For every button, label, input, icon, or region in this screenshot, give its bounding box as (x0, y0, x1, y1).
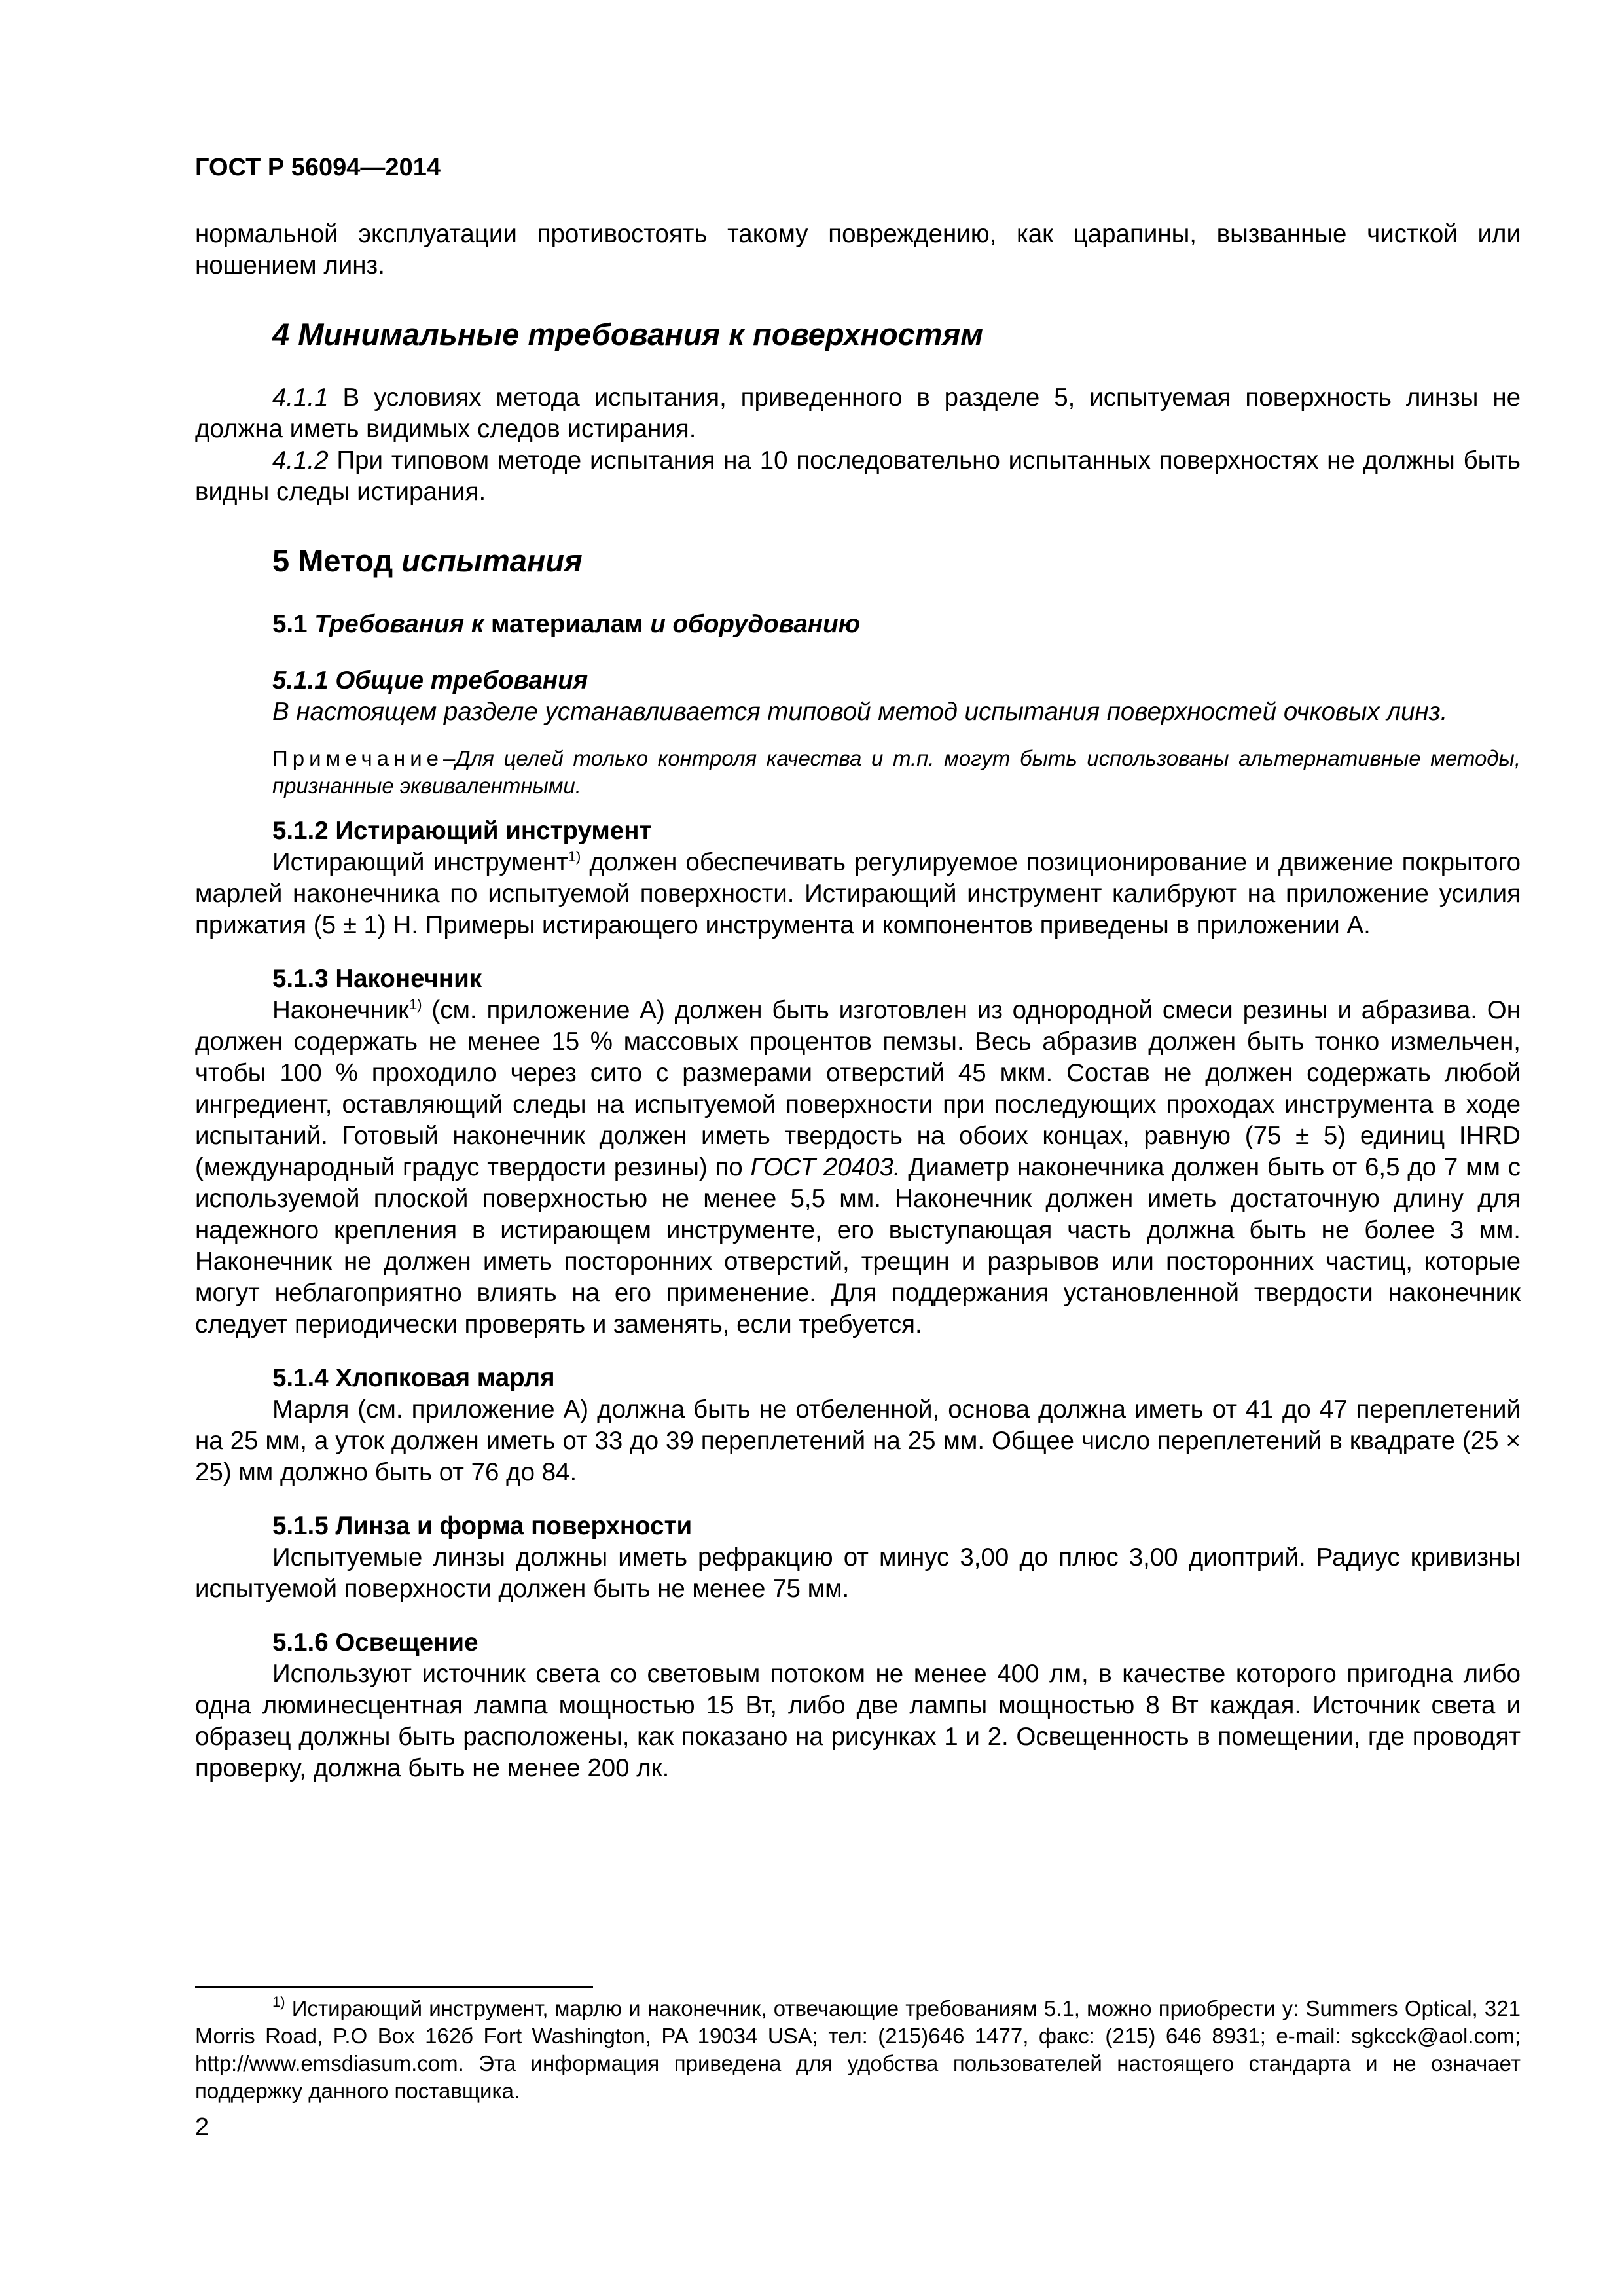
subsection-5-1-4-text: Марля (см. приложение А) должна быть не отбеленной, основа должна иметь от 41 до 47 переплетений на 25 мм, а уток должен иметь от 33 до 39 переплетений на 25 мм. Общее число переплетений в квадрате (25 × 25) мм должно быть от 76 до 84. (195, 1395, 1521, 1486)
section-5-heading (195, 542, 1521, 580)
subsection-5-1-1-title: 5.1.1 Общие требования (272, 666, 588, 694)
subsection-5-1-5-heading: 5.1.5 Линза и форма поверхности (272, 1512, 693, 1540)
footnote-marker: 1) (272, 1994, 285, 2010)
section-4-heading (195, 315, 1521, 353)
clause-4-1-2-text: При типовом методе испытания на 10 последовательно испытанных поверхностях не должны быть видны следы истирания. (195, 446, 1521, 506)
subsection-5-1-number: 5.1 (272, 610, 315, 638)
footnote-separator (195, 1986, 593, 1988)
clause-4-1-1 (195, 382, 1521, 445)
subsection-5-1-5-text: Испытуемые линзы должны иметь рефракцию от минус 3,00 до плюс 3,00 диоптрий. Радиус кривизны испытуемой поверхности должен быть не менее 75 мм. (195, 1543, 1521, 1603)
gost-reference: ГОСТ 20403. (750, 1153, 901, 1181)
note-paragraph (195, 745, 1521, 800)
clause-4-1-1-number: 4.1.1 (272, 384, 329, 412)
subsection-5-1-title-part2: материалам (484, 610, 651, 638)
intro-paragraph: нормальной эксплуатации противостоять такому повреждению, как царапины, вызванные чисткой или ношением линз. (195, 220, 1521, 279)
subsection-5-1-3-text (195, 995, 1521, 1340)
subsection-5-1-2-text (195, 847, 1521, 941)
subsection-5-1-4-heading: 5.1.4 Хлопковая марля (272, 1364, 555, 1392)
footnote-text: Истирающий инструмент, марлю и наконечник, отвечающие требованиям 5.1, можно приобрести у: Summers Optical, 321 Morris Road, P.O Box 162б Fort Washington, PA 19034 USA; тел: (215)646 1477, факс: (215) 646 8931; e-mail: sgkcck@aol.com; http://www.emsdiasum.com. Эта информация приведена для удобства пользователей настоящего стандарта и не означает поддержку данного поставщика. (195, 1996, 1521, 2103)
subsection-5-1-6-text: Используют источник света со световым потоком не менее 400 лм, в качестве которого пригодна либо одна люминесцентная лампа мощностью 15 Вт, либо две лампы мощностью 8 Вт каждая. Источник света и образец должны быть расположены, как показано на рисунках 1 и 2. Освещенность в помещении, где проводят проверку, должна быть не менее 200 лк. (195, 1660, 1521, 1782)
footnote-ref-1b: 1) (408, 996, 422, 1013)
subsection-5-1-title-part3: и оборудованию (650, 610, 860, 638)
subsection-5-1-3-text-part1: Наконечник (272, 996, 409, 1024)
note-label: Примечание (272, 746, 444, 770)
subsection-5-1-3-text-part2: (см. приложение А) должен быть изготовлен из однородной смеси резины и абразива. Он должен содержать не менее 15 % массовых процентов пемзы. Весь абразив должен быть тонко измельчен, чтобы 100 % проходило через сито с размерами отверстий 45 мкм. Состав не должен содержать любой ингредиент, оставляющий следы на испытуемой поверхности при последующих проходах инструмента в ходе испытаний. Готовый наконечник должен иметь твердость на обоих концах, равную (75 ± 5) единиц IHRD (международный градус твердости резины) по (195, 996, 1521, 1181)
subsection-5-1-1-heading (195, 665, 1521, 696)
subsection-5-1-2-heading: 5.1.2 Истирающий инструмент (272, 817, 652, 845)
note-dash: – (443, 746, 456, 770)
note-text: Для целей только контроля качества и т.п. могут быть использованы альтернативные методы, признанные эквивалентными. (272, 746, 1521, 798)
clause-4-1-1-text: В условиях метода испытания, приведенного в разделе 5, испытуемая поверхность линзы не должна иметь видимых следов истирания. (195, 384, 1521, 443)
clause-4-1-2-number: 4.1.2 (272, 446, 329, 475)
subsection-5-1-3-text-part3: Диаметр наконечника должен быть от 6,5 до 7 мм с используемой плоской поверхностью не менее 5,5 мм. Наконечник должен иметь достаточную длину для надежного крепления в истирающем инструменте, его выступающая часть должна быть не более 3 мм. Наконечник не должен иметь посторонних отверстий, трещин и разрывов или посторонних частиц, которые могут неблагоприятно влиять на его применение. Для поддержания установленной твердости наконечник следует периодически проверять и заменять, если требуется. (195, 1153, 1521, 1338)
subsection-5-1-2-text-part1: Истирающий инструмент (272, 848, 568, 876)
footnote-ref-1: 1) (568, 848, 581, 865)
subsection-5-1-title-part1: Требования к (314, 610, 484, 638)
section-5-title-italic: испытания (401, 543, 583, 578)
page-number: 2 (195, 2113, 209, 2141)
clause-4-1-2 (195, 445, 1521, 508)
subsection-5-1-1-text (195, 696, 1521, 728)
subsection-5-1-2-text-part2: должен обеспечивать регулируемое позиционирование и движение покрытого марлей наконечника по испытуемой поверхности. Истирающий инструмент калибруют на приложение усилия прижатия (5 ± 1) Н. Примеры истирающего инструмента и компонентов приведены в приложении А. (195, 848, 1521, 939)
page-header-standard-number: ГОСТ Р 56094—2014 (195, 154, 441, 181)
subsection-5-1-heading (195, 609, 1521, 640)
subsection-5-1-3-heading: 5.1.3 Наконечник (272, 965, 482, 993)
page-body (195, 152, 1521, 1784)
subsection-5-1-1-body: В настоящем разделе устанавливается типовой метод испытания поверхностей очковых линз. (272, 698, 1448, 726)
section-4-title: 4 Минимальные требования к поверхностям (272, 317, 984, 351)
footnote (195, 1995, 1521, 2105)
subsection-5-1-6-heading: 5.1.6 Освещение (272, 1628, 478, 1657)
section-5-title-plain: 5 Метод (272, 543, 402, 578)
